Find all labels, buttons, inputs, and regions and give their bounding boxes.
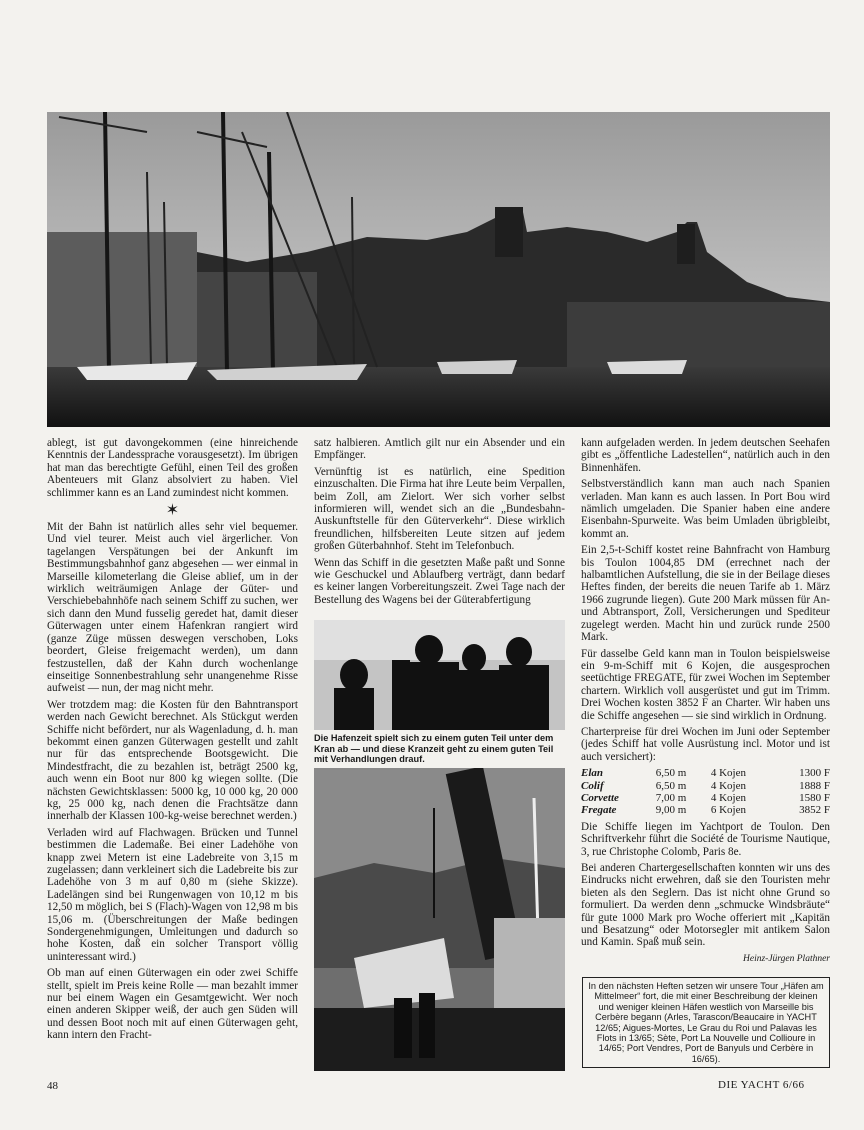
paragraph: kann aufgeladen werden. In jedem deutschen Seehafen gibt es „öffentliche Ladestellen“, natürlich auch in den Binnenhäfen. bbox=[581, 437, 830, 474]
boat-length: 6,50 m bbox=[655, 767, 687, 780]
boat-name: Colif bbox=[581, 779, 604, 792]
boat-berths: 4 Kojen bbox=[710, 779, 746, 792]
paragraph: Ob man auf einen Güterwagen ein oder zwei Schiffe stellt, spielt im Preis keine Rolle — man bezahlt immer nur bei einem Wagen ein Gesamtgewicht. Wer noch einen anderen Skipper weiß, der auch gen Süden will und dessen Boot noch mit auf einen Güterwagen geht, kann intern den Fracht- bbox=[47, 967, 298, 1042]
page-number: 48 bbox=[47, 1080, 58, 1092]
boat-price: 1580 F bbox=[799, 791, 830, 804]
crane-people-photo bbox=[314, 620, 565, 730]
boat-berths: 4 Kojen bbox=[710, 791, 746, 804]
column-1 bbox=[47, 437, 298, 1046]
boat-name: Elan bbox=[581, 767, 604, 780]
paragraph: Wer trotzdem mag: die Kosten für den Bahntransport werden nach Gewicht berechnet. Als Stückgut werden Schiffe nicht befördert, nur als Wagenladung, d. h. man bekommt einen ganzen Güterwagen gestellt und zahlt nur für das entsprechende Bootsgewicht. Die Mindestfracht, die zu bezahlen ist, beträgt 2500 kg, auch wenn ein Boot nur 800 kg wiegen sollte. (Die nächsten Gewichtsklassen: 5000 kg, 10 000 kg, 20 000 kg, 25 000 kg, nach denen die Frachtsätze dann innerhalb der Klassen 100-kg-weise berechnet werden.) bbox=[47, 698, 298, 823]
paragraph: Vernünftig ist es natürlich, eine Spedition einzuschalten. Die Firma hat ihre Leute beim Verpallen, beim Zoll, am Zielort. Wer sich vorher selbst informieren will, wendet sich an die „Bundesbahn-Auskunftstelle für den Güterverkehr“. Diese wirklich freundlichen, hilfsbereiten Leute sitzen auf jedem großen Güterbahnhof. Steht im Telefonbuch. bbox=[314, 465, 565, 553]
photo-caption: Die Hafenzeit spielt sich zu einem guten Teil unter dem Kran ab — und diese Kranzeit geht zu einem guten Teil mit Verhandlungen drauf. bbox=[314, 733, 554, 765]
paragraph: satz halbieren. Amtlich gilt nur ein Absender und ein Empfänger. bbox=[314, 437, 565, 462]
paragraph: Für dasselbe Geld kann man in Toulon beispielsweise ein 9-m-Schiff mit 6 Kojen, die ausgesprochen seetüchtige FREGATE, für zwei Wochen im September chartern. Wirklich voll ausgerüstet und gut im Trimm. Drei Wochen kosten 3852 F an Charter. Wir haben uns die Schiffe angesehen — sie sind wirklich in Ordnung. bbox=[581, 647, 830, 722]
paragraph: Verladen wird auf Flachwagen. Brücken und Tunnel bestimmen die Lademaße. Bei einer Ladehöhe von knapp zwei Metern ist eine Ladebreite von 3,15 m zugelassen; dann verkleinert sich die Ladebreite bis zur Ladehöhe von 3 m auf 0,80 m (siehe Skizze). Ladelängen sind bei Rungenwagen von 10,12 m bis 12,50 m möglich, bei S (Flach)-Wagen von 12,98 m bis 15,06 m. (Überschreitungen der Maße bedingen Sondergenehmigungen, Umleitungen und dadurch so hohe Kosten, daß ein solcher Transport völlig uninteressant wird.) bbox=[47, 826, 298, 963]
paragraph: Die Schiffe liegen im Yachtport de Toulon. Den Schriftverkehr führt die Société de Tourisme Nautique, 3, rue Christophe Colomb, Paris 8e. bbox=[581, 820, 830, 858]
next-issue-note bbox=[582, 977, 830, 1068]
boat-price: 3852 F bbox=[799, 804, 830, 817]
magazine-issue: DIE YACHT 6/66 bbox=[718, 1079, 805, 1091]
boat-length: 7,00 m bbox=[655, 791, 687, 804]
boat-name: Fregate bbox=[581, 804, 617, 817]
boat-length: 6,50 m bbox=[655, 779, 687, 792]
paragraph: Selbstverständlich kann man auch nach Spanien verladen. Man kann es auch lassen. In Port Bou wird nämlich umgeladen. Die Spanier haben eine andere Eisenbahn-Spurweite. Was beim Umladen übrigbleibt, kommt an. bbox=[581, 478, 830, 540]
boat-price: 1300 F bbox=[799, 767, 830, 780]
author-signature: Heinz-Jürgen Plathner bbox=[743, 953, 830, 964]
charter-rates-table bbox=[581, 767, 830, 817]
paragraph: Mit der Bahn ist natürlich alles sehr viel bequemer. Und viel teurer. Meist auch viel ärgerlicher. Von tagelangen Verspätungen bei der Ankunft im Bestimmungsbahnhof ganz abgesehen — wer einmal in Marseille kilometerlang die Gleise ablief, um in der wirklich weiträumigen Anlage der Güter- und Verschiebebahnhöfe nach seinem Schiff zu suchen, wer sich dann den Mund fusselig geredet hat, damit dieser Güterwagen unter einem Hafenkran rangiert wird (ganze Züge müssen deswegen verschoben, Loks beordert, Gleise freigemacht werden), um dann festzustellen, daß der Kahn durch wochenlange einseitige Sonnenbestrahlung sehr unangenehme Risse aufweist — nun, der mag nicht mehr. bbox=[47, 521, 298, 695]
boat-length: 9,00 m bbox=[655, 804, 687, 817]
table-row bbox=[581, 767, 830, 779]
column-3 bbox=[581, 437, 830, 965]
column-2 bbox=[314, 437, 565, 610]
paragraph: Wenn das Schiff in die gesetzten Maße paßt und Sonne wie Geschuckel und Ablaufberg verträgt, dann bedarf es keiner langen Vorbereitungszeit. Zwei Tage nach der Bestellung des Wagens bei der Güterabfertigung bbox=[314, 556, 565, 606]
boat-berths: 4 Kojen bbox=[710, 767, 746, 780]
boat-price: 1888 F bbox=[799, 779, 830, 792]
crane-boat-photo bbox=[314, 768, 565, 1071]
table-row bbox=[581, 780, 830, 792]
paragraph: Ein 2,5-t-Schiff kostet reine Bahnfracht von Hamburg bis Toulon 1004,85 DM (errechnet nach der halbamtlichen Aufstellung, die sie in der Beilage dieses Heftes finden, der bereits die neuen Tarife ab 1. März 1966 zugrunde liegen). Gute 200 Mark müssen für An- und Abtransport, Zoll, Versicherungen und Spediteur zugelegt werden. Macht hin und zurück runde 2500 Mark. bbox=[581, 544, 830, 644]
table-row bbox=[581, 792, 830, 804]
section-star-icon: ✶ bbox=[165, 502, 180, 520]
note-text: In den nächsten Heften setzen wir unsere Tour „Häfen am Mittelmeer“ fort, die mit einer Beschreibung der kleinen und weniger kleinen Häfen westlich von Marseille bis Cerbère begann (Arles, Tarascon/Beaucaire in YACHT 12/65; Aigues-Mortes, Le Grau du Roi und Palavas les Flots in 13/65; Sète, Port La Nouvelle und Collioure in 14/65; Port Vendres, Port de Banyuls und Cerbère in 16/65). bbox=[588, 981, 824, 1064]
table-row bbox=[581, 804, 830, 816]
boat-berths: 6 Kojen bbox=[710, 804, 746, 817]
boat-name: Corvette bbox=[581, 791, 619, 804]
paragraph: ablegt, ist gut davongekommen (eine hinreichende Kenntnis der Landessprache vorausgesetzt). Im übrigen hat man das berechtigte Gefühl, einen Teil des großen Abenteuers mit Glanz absolviert zu haben. Viel schlimmer kann es an Land zumindest nicht kommen. bbox=[47, 437, 298, 499]
harbour-photo bbox=[47, 112, 830, 427]
paragraph: Bei anderen Chartergesellschaften konnten wir uns des Eindrucks nicht erwehren, daß sie den Touristen mehr bieten als den Seglern. Das ist nicht ohne Grund so formuliert. Da werden denn „schmucke Windsbräute“ für gute 1000 Mark pro Woche offeriert mit „Kapitän und Besatzung“ oder Motorsegler mit antikem Salon und Kamin. Spaß muß sein. bbox=[581, 862, 830, 949]
paragraph: Charterpreise für drei Wochen im Juni oder September (jedes Schiff hat volle Ausrüstung incl. Motor und ist auch versichert): bbox=[581, 725, 830, 763]
